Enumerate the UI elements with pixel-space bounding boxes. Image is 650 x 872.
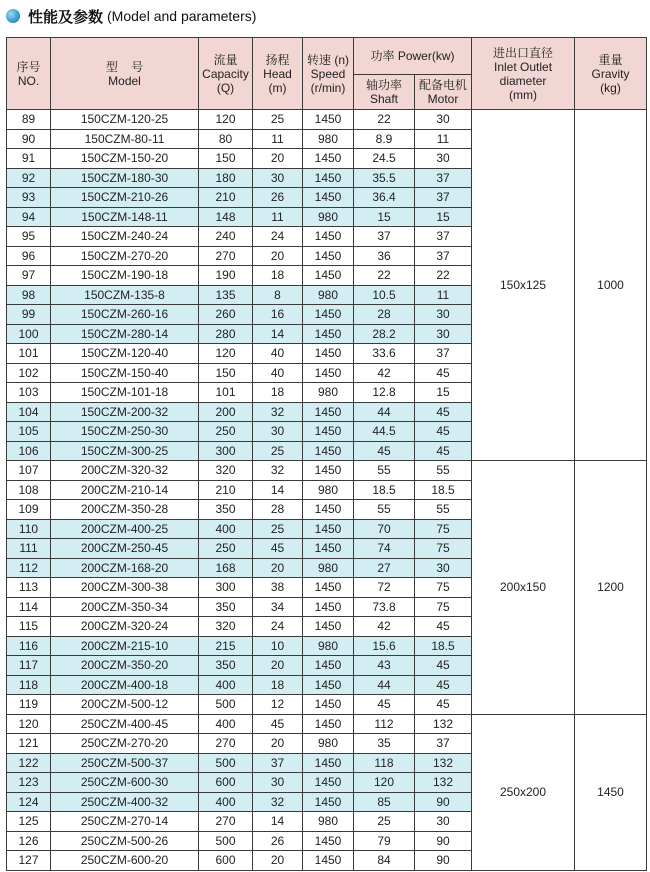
row-head: 10: [253, 636, 303, 656]
row-no: 108: [7, 480, 51, 500]
row-motor: 132: [415, 773, 472, 793]
col-header-shaft: 轴功率 Shaft: [354, 75, 415, 110]
row-motor: 18.5: [415, 636, 472, 656]
row-capacity: 150: [199, 363, 253, 383]
row-no: 91: [7, 149, 51, 169]
row-shaft: 118: [354, 753, 415, 773]
row-motor: 37: [415, 227, 472, 247]
row-no: 99: [7, 305, 51, 325]
row-no: 126: [7, 831, 51, 851]
row-motor: 37: [415, 188, 472, 208]
row-speed: 1450: [303, 168, 354, 188]
group-diameter: 200x150: [472, 461, 575, 715]
row-capacity: 240: [199, 227, 253, 247]
row-no: 125: [7, 812, 51, 832]
table-row: [7, 461, 647, 481]
group-gravity: 1200: [575, 461, 647, 715]
row-head: 38: [253, 578, 303, 598]
row-capacity: 260: [199, 305, 253, 325]
row-capacity: 400: [199, 714, 253, 734]
row-shaft: 74: [354, 539, 415, 559]
row-head: 20: [253, 656, 303, 676]
col-header-gravity: 重量 Gravity (kg): [575, 38, 647, 110]
row-model: 200CZM-400-25: [51, 519, 199, 539]
col-header-diameter: 进出口直径 Inlet Outlet diameter (mm): [472, 38, 575, 110]
row-capacity: 120: [199, 110, 253, 130]
row-shaft: 44: [354, 675, 415, 695]
row-head: 30: [253, 168, 303, 188]
row-head: 28: [253, 500, 303, 520]
row-model: 200CZM-250-45: [51, 539, 199, 559]
row-capacity: 200: [199, 402, 253, 422]
row-shaft: 10.5: [354, 285, 415, 305]
row-no: 106: [7, 441, 51, 461]
row-shaft: 85: [354, 792, 415, 812]
row-no: 96: [7, 246, 51, 266]
row-head: 20: [253, 149, 303, 169]
row-capacity: 280: [199, 324, 253, 344]
row-no: 110: [7, 519, 51, 539]
row-shaft: 37: [354, 227, 415, 247]
row-head: 40: [253, 363, 303, 383]
row-head: 37: [253, 753, 303, 773]
row-shaft: 72: [354, 578, 415, 598]
row-no: 118: [7, 675, 51, 695]
row-no: 104: [7, 402, 51, 422]
row-no: 107: [7, 461, 51, 481]
row-model: 150CZM-120-25: [51, 110, 199, 130]
row-capacity: 120: [199, 344, 253, 364]
row-capacity: 190: [199, 266, 253, 286]
row-head: 24: [253, 617, 303, 637]
row-speed: 1450: [303, 441, 354, 461]
table-header: [7, 38, 647, 110]
row-model: 200CZM-215-10: [51, 636, 199, 656]
row-speed: 1450: [303, 461, 354, 481]
row-head: 14: [253, 480, 303, 500]
row-motor: 132: [415, 753, 472, 773]
row-head: 25: [253, 441, 303, 461]
row-speed: 980: [303, 383, 354, 403]
row-speed: 1450: [303, 519, 354, 539]
row-speed: 1450: [303, 324, 354, 344]
row-capacity: 600: [199, 773, 253, 793]
row-shaft: 43: [354, 656, 415, 676]
row-model: 150CZM-180-30: [51, 168, 199, 188]
col-header-model: 型 号 Model: [51, 38, 199, 110]
group-diameter: 250x200: [472, 714, 575, 870]
row-motor: 37: [415, 734, 472, 754]
row-capacity: 350: [199, 500, 253, 520]
row-no: 94: [7, 207, 51, 227]
row-speed: 1450: [303, 363, 354, 383]
row-model: 200CZM-350-34: [51, 597, 199, 617]
row-capacity: 270: [199, 246, 253, 266]
row-capacity: 270: [199, 812, 253, 832]
row-capacity: 168: [199, 558, 253, 578]
row-shaft: 112: [354, 714, 415, 734]
row-speed: 1450: [303, 227, 354, 247]
row-shaft: 36.4: [354, 188, 415, 208]
row-no: 89: [7, 110, 51, 130]
row-capacity: 210: [199, 480, 253, 500]
row-no: 127: [7, 851, 51, 871]
row-speed: 1450: [303, 188, 354, 208]
row-model: 200CZM-500-12: [51, 695, 199, 715]
row-head: 40: [253, 344, 303, 364]
row-shaft: 42: [354, 363, 415, 383]
row-model: 250CZM-600-20: [51, 851, 199, 871]
row-head: 8: [253, 285, 303, 305]
row-capacity: 600: [199, 851, 253, 871]
row-shaft: 42: [354, 617, 415, 637]
col-header-speed: 转速 (n) Speed (r/min): [303, 38, 354, 110]
row-shaft: 35.5: [354, 168, 415, 188]
row-model: 200CZM-168-20: [51, 558, 199, 578]
row-motor: 90: [415, 831, 472, 851]
row-capacity: 350: [199, 656, 253, 676]
row-speed: 1450: [303, 656, 354, 676]
row-speed: 1450: [303, 246, 354, 266]
row-motor: 45: [415, 656, 472, 676]
row-head: 25: [253, 519, 303, 539]
row-model: 200CZM-300-38: [51, 578, 199, 598]
row-no: 123: [7, 773, 51, 793]
row-no: 109: [7, 500, 51, 520]
row-head: 18: [253, 383, 303, 403]
row-head: 20: [253, 734, 303, 754]
row-shaft: 15: [354, 207, 415, 227]
row-shaft: 55: [354, 461, 415, 481]
row-model: 150CZM-280-14: [51, 324, 199, 344]
row-no: 90: [7, 129, 51, 149]
row-motor: 30: [415, 305, 472, 325]
row-model: 150CZM-210-26: [51, 188, 199, 208]
row-head: 14: [253, 812, 303, 832]
row-shaft: 33.6: [354, 344, 415, 364]
row-capacity: 101: [199, 383, 253, 403]
row-no: 119: [7, 695, 51, 715]
row-motor: 45: [415, 422, 472, 442]
row-shaft: 84: [354, 851, 415, 871]
row-model: 250CZM-600-30: [51, 773, 199, 793]
row-speed: 1450: [303, 753, 354, 773]
row-model: 200CZM-400-18: [51, 675, 199, 695]
row-head: 11: [253, 207, 303, 227]
row-capacity: 320: [199, 617, 253, 637]
row-model: 250CZM-500-26: [51, 831, 199, 851]
row-head: 26: [253, 188, 303, 208]
row-no: 101: [7, 344, 51, 364]
col-header-no: 序号 NO.: [7, 38, 51, 110]
row-head: 20: [253, 851, 303, 871]
row-no: 117: [7, 656, 51, 676]
section-title-en: (Model and parameters): [107, 8, 257, 24]
bullet-icon: [6, 9, 20, 23]
row-no: 122: [7, 753, 51, 773]
row-head: 18: [253, 675, 303, 695]
row-shaft: 18.5: [354, 480, 415, 500]
row-speed: 1450: [303, 597, 354, 617]
row-head: 25: [253, 110, 303, 130]
row-no: 102: [7, 363, 51, 383]
row-motor: 11: [415, 129, 472, 149]
row-shaft: 22: [354, 266, 415, 286]
row-shaft: 28: [354, 305, 415, 325]
row-motor: 45: [415, 617, 472, 637]
row-shaft: 44: [354, 402, 415, 422]
row-motor: 90: [415, 851, 472, 871]
row-motor: 55: [415, 461, 472, 481]
row-head: 12: [253, 695, 303, 715]
col-header-motor: 配备电机 Motor: [415, 75, 472, 110]
row-speed: 1450: [303, 402, 354, 422]
row-model: 150CZM-101-18: [51, 383, 199, 403]
row-shaft: 45: [354, 695, 415, 715]
row-motor: 132: [415, 714, 472, 734]
row-no: 120: [7, 714, 51, 734]
row-speed: 1450: [303, 266, 354, 286]
row-capacity: 135: [199, 285, 253, 305]
row-motor: 15: [415, 207, 472, 227]
row-head: 26: [253, 831, 303, 851]
section-title-cn: 性能及参数: [28, 7, 104, 26]
row-head: 32: [253, 792, 303, 812]
group-gravity: 1000: [575, 110, 647, 461]
row-shaft: 45: [354, 441, 415, 461]
row-no: 121: [7, 734, 51, 754]
row-capacity: 300: [199, 441, 253, 461]
row-model: 200CZM-320-32: [51, 461, 199, 481]
row-motor: 22: [415, 266, 472, 286]
row-capacity: 350: [199, 597, 253, 617]
section-title: [6, 4, 256, 28]
row-speed: 1450: [303, 695, 354, 715]
row-model: 200CZM-350-28: [51, 500, 199, 520]
row-shaft: 28.2: [354, 324, 415, 344]
row-no: 111: [7, 539, 51, 559]
row-capacity: 300: [199, 578, 253, 598]
row-speed: 1450: [303, 773, 354, 793]
row-speed: 1450: [303, 851, 354, 871]
row-speed: 1450: [303, 500, 354, 520]
row-motor: 75: [415, 597, 472, 617]
row-no: 113: [7, 578, 51, 598]
row-capacity: 500: [199, 753, 253, 773]
row-shaft: 120: [354, 773, 415, 793]
row-head: 32: [253, 402, 303, 422]
row-head: 18: [253, 266, 303, 286]
row-speed: 1450: [303, 110, 354, 130]
row-no: 95: [7, 227, 51, 247]
row-shaft: 44.5: [354, 422, 415, 442]
row-capacity: 400: [199, 792, 253, 812]
row-speed: 980: [303, 812, 354, 832]
row-speed: 1450: [303, 422, 354, 442]
row-speed: 1450: [303, 578, 354, 598]
row-shaft: 24.5: [354, 149, 415, 169]
row-speed: 980: [303, 207, 354, 227]
row-model: 200CZM-210-14: [51, 480, 199, 500]
row-capacity: 150: [199, 149, 253, 169]
row-shaft: 73.8: [354, 597, 415, 617]
row-no: 97: [7, 266, 51, 286]
row-capacity: 250: [199, 539, 253, 559]
row-capacity: 250: [199, 422, 253, 442]
row-no: 103: [7, 383, 51, 403]
row-model: 150CZM-190-18: [51, 266, 199, 286]
row-motor: 45: [415, 441, 472, 461]
row-capacity: 400: [199, 519, 253, 539]
row-model: 150CZM-80-11: [51, 129, 199, 149]
row-motor: 45: [415, 363, 472, 383]
row-no: 105: [7, 422, 51, 442]
row-head: 14: [253, 324, 303, 344]
row-shaft: 22: [354, 110, 415, 130]
row-motor: 30: [415, 110, 472, 130]
row-head: 30: [253, 422, 303, 442]
row-model: 150CZM-250-30: [51, 422, 199, 442]
group-diameter: 150x125: [472, 110, 575, 461]
row-no: 93: [7, 188, 51, 208]
row-model: 150CZM-300-25: [51, 441, 199, 461]
row-speed: 1450: [303, 675, 354, 695]
row-model: 250CZM-270-20: [51, 734, 199, 754]
row-speed: 980: [303, 285, 354, 305]
row-capacity: 80: [199, 129, 253, 149]
row-no: 124: [7, 792, 51, 812]
row-speed: 1450: [303, 305, 354, 325]
row-motor: 37: [415, 246, 472, 266]
row-head: 20: [253, 558, 303, 578]
row-capacity: 320: [199, 461, 253, 481]
row-capacity: 400: [199, 675, 253, 695]
row-capacity: 500: [199, 695, 253, 715]
table-body: [7, 110, 647, 871]
row-model: 150CZM-148-11: [51, 207, 199, 227]
row-head: 11: [253, 129, 303, 149]
row-motor: 45: [415, 695, 472, 715]
row-head: 20: [253, 246, 303, 266]
row-capacity: 180: [199, 168, 253, 188]
row-no: 100: [7, 324, 51, 344]
row-motor: 18.5: [415, 480, 472, 500]
row-head: 24: [253, 227, 303, 247]
row-no: 115: [7, 617, 51, 637]
row-model: 200CZM-350-20: [51, 656, 199, 676]
row-model: 200CZM-320-24: [51, 617, 199, 637]
row-capacity: 215: [199, 636, 253, 656]
row-motor: 11: [415, 285, 472, 305]
col-header-capacity: 流量 Capacity (Q): [199, 38, 253, 110]
table-row: [7, 714, 647, 734]
row-model: 150CZM-260-16: [51, 305, 199, 325]
row-model: 150CZM-240-24: [51, 227, 199, 247]
row-speed: 1450: [303, 617, 354, 637]
row-head: 45: [253, 714, 303, 734]
row-shaft: 79: [354, 831, 415, 851]
row-motor: 90: [415, 792, 472, 812]
row-model: 250CZM-270-14: [51, 812, 199, 832]
row-shaft: 15.6: [354, 636, 415, 656]
row-no: 116: [7, 636, 51, 656]
row-shaft: 27: [354, 558, 415, 578]
row-motor: 30: [415, 324, 472, 344]
row-capacity: 148: [199, 207, 253, 227]
group-gravity: 1450: [575, 714, 647, 870]
row-head: 34: [253, 597, 303, 617]
row-model: 150CZM-135-8: [51, 285, 199, 305]
row-head: 16: [253, 305, 303, 325]
row-head: 32: [253, 461, 303, 481]
row-speed: 1450: [303, 831, 354, 851]
row-motor: 15: [415, 383, 472, 403]
row-no: 98: [7, 285, 51, 305]
row-no: 114: [7, 597, 51, 617]
row-speed: 980: [303, 734, 354, 754]
row-shaft: 36: [354, 246, 415, 266]
row-model: 250CZM-400-45: [51, 714, 199, 734]
row-speed: 1450: [303, 149, 354, 169]
row-motor: 55: [415, 500, 472, 520]
row-speed: 1450: [303, 714, 354, 734]
row-speed: 980: [303, 636, 354, 656]
row-no: 92: [7, 168, 51, 188]
row-speed: 1450: [303, 792, 354, 812]
row-motor: 75: [415, 539, 472, 559]
row-shaft: 35: [354, 734, 415, 754]
table-row: [7, 110, 647, 130]
row-motor: 37: [415, 344, 472, 364]
row-head: 45: [253, 539, 303, 559]
row-capacity: 500: [199, 831, 253, 851]
row-model: 150CZM-200-32: [51, 402, 199, 422]
row-shaft: 8.9: [354, 129, 415, 149]
row-motor: 30: [415, 812, 472, 832]
row-no: 112: [7, 558, 51, 578]
row-model: 150CZM-150-20: [51, 149, 199, 169]
parameters-table: [6, 37, 647, 871]
row-speed: 1450: [303, 539, 354, 559]
col-header-head: 扬程 Head (m): [253, 38, 303, 110]
row-head: 30: [253, 773, 303, 793]
row-model: 150CZM-120-40: [51, 344, 199, 364]
row-shaft: 12.8: [354, 383, 415, 403]
row-capacity: 270: [199, 734, 253, 754]
row-speed: 980: [303, 129, 354, 149]
row-model: 150CZM-270-20: [51, 246, 199, 266]
row-shaft: 25: [354, 812, 415, 832]
row-model: 250CZM-400-32: [51, 792, 199, 812]
row-shaft: 70: [354, 519, 415, 539]
row-motor: 45: [415, 402, 472, 422]
row-motor: 30: [415, 558, 472, 578]
row-model: 150CZM-150-40: [51, 363, 199, 383]
row-capacity: 210: [199, 188, 253, 208]
row-speed: 980: [303, 558, 354, 578]
row-motor: 37: [415, 168, 472, 188]
row-motor: 75: [415, 519, 472, 539]
col-header-power: 功率 Power(kw): [354, 38, 472, 75]
row-shaft: 55: [354, 500, 415, 520]
row-speed: 980: [303, 480, 354, 500]
row-model: 250CZM-500-37: [51, 753, 199, 773]
row-motor: 75: [415, 578, 472, 598]
row-motor: 30: [415, 149, 472, 169]
row-speed: 1450: [303, 344, 354, 364]
row-motor: 45: [415, 675, 472, 695]
